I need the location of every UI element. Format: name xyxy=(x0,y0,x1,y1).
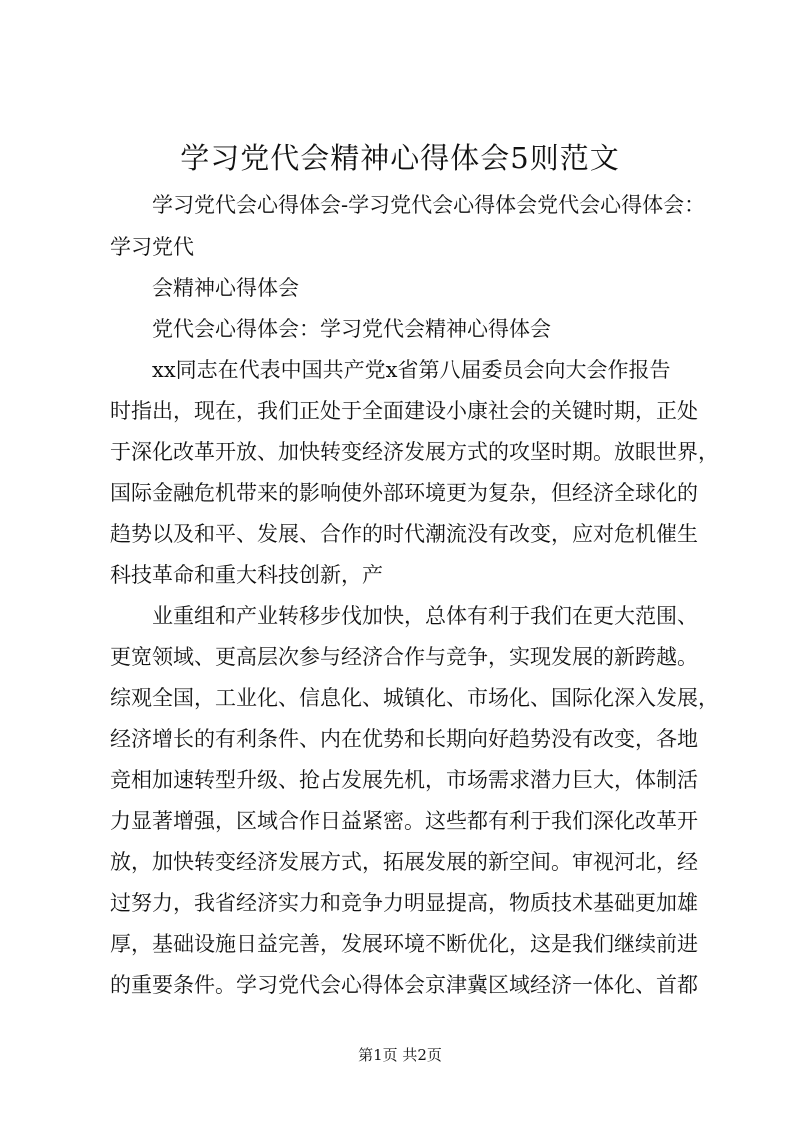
paragraph-line: 趋势以及和平、发展、合作的时代潮流没有改变，应对危机催生 xyxy=(110,522,698,546)
paragraph-line: 科技革命和重大科技创新，产 xyxy=(110,563,383,587)
paragraph-line: 力显著增强，区域合作日益紧密。这些都有利于我们深化改革开 xyxy=(110,809,698,833)
page-number-footer: 第1页 共2页 xyxy=(358,1046,442,1064)
document-title: 学习党代会精神心得体会5则范文 xyxy=(180,141,620,175)
paragraph-line: 会精神心得体会 xyxy=(152,276,299,300)
paragraph-line: 时指出，现在，我们正处于全面建设小康社会的关键时期，正处 xyxy=(110,399,698,423)
paragraph-line: 于深化改革开放、加快转变经济发展方式的攻坚时期。放眼世界， xyxy=(110,440,719,464)
paragraph-line: 综观全国，工业化、信息化、城镇化、市场化、国际化深入发展， xyxy=(110,686,719,710)
paragraph-line: 过努力，我省经济实力和竞争力明显提高，物质技术基础更加雄 xyxy=(110,891,698,915)
paragraph-line: 放，加快转变经济发展方式，拓展发展的新空间。审视河北，经 xyxy=(110,850,698,874)
paragraph-line: 经济增长的有利条件、内在优势和长期向好趋势没有改变，各地 xyxy=(110,727,698,751)
paragraph-line: 厚，基础设施日益完善，发展环境不断优化，这是我们继续前进 xyxy=(110,932,698,956)
paragraph-line: 的重要条件。学习党代会心得体会京津冀区域经济一体化、首都 xyxy=(110,973,698,997)
paragraph-line: 竞相加速转型升级、抢占发展先机，市场需求潜力巨大，体制活 xyxy=(110,768,698,792)
paragraph-line: 更宽领域、更高层次参与经济合作与竞争，实现发展的新跨越。 xyxy=(110,645,698,669)
paragraph-line: 党代会心得体会：学习党代会精神心得体会 xyxy=(152,317,551,341)
paragraph-line: xx同志在代表中国共产党x省第八届委员会向大会作报告 xyxy=(152,358,671,382)
paragraph-line: 国际金融危机带来的影响使外部环境更为复杂，但经济全球化的 xyxy=(110,481,698,505)
paragraph-line: 学习党代 xyxy=(110,235,194,259)
paragraph-line: 业重组和产业转移步伐加快，总体有利于我们在更大范围、 xyxy=(152,604,698,628)
paragraph-line: 学习党代会心得体会-学习党代会心得体会党代会心得体会： xyxy=(152,193,706,217)
